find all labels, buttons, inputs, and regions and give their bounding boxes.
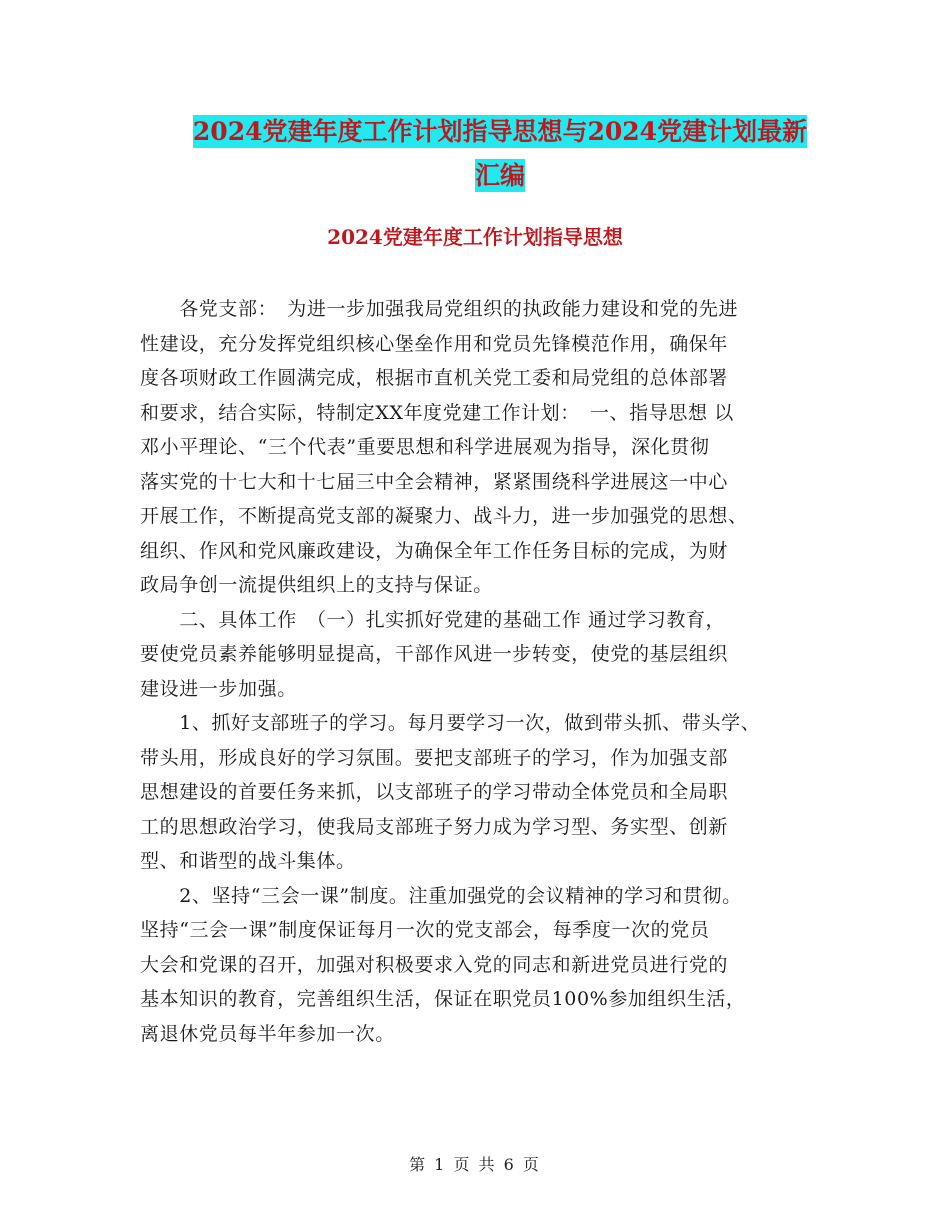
page-footer: 第 1 页 共 6 页: [409, 1155, 541, 1174]
paragraph-line: 型、和谐型的战斗集体。: [140, 850, 356, 872]
paragraph-line: 建设进一步加强。: [140, 677, 297, 700]
paragraph-line: 2、坚持“三会一课”制度。注重加强党的会议精神的学习和贯彻。: [140, 884, 742, 907]
paragraph-line: 政局争创一流提供组织上的支持与保证。: [140, 574, 493, 596]
paragraph-line: 组织、作风和党风廉政建设，为确保全年工作任务目标的完成，为财: [140, 539, 729, 562]
paragraph-line: 度各项财政工作圆满完成，根据市直机关党工委和局党组的总体部署: [140, 367, 729, 389]
body-paragraph: [140, 292, 822, 603]
paragraph-line: 开展工作，不断提高党支部的凝聚力、战斗力，进一步加强党的思想、: [140, 505, 748, 527]
paragraph-line: 思想建设的首要任务来抓，以支部班子的学习带动全体党员和全局职: [140, 781, 729, 803]
paragraph-line: 1、抓好支部班子的学习。每月要学习一次，做到带头抓、带头学、: [140, 712, 761, 734]
document-title-line-2: 汇编: [474, 161, 525, 190]
paragraph-line: 性建设，充分发挥党组织核心堡垒作用和党员先锋模范作用，确保年: [140, 332, 729, 355]
document-title: [140, 110, 860, 198]
paragraph-line: 落实党的十七大和十七届三中全会精神，紧紧围绕科学进展这一中心: [140, 470, 729, 493]
document-body: [140, 292, 822, 1051]
section-title: 2024党建年度工作计划指导思想: [327, 225, 623, 249]
body-paragraph: [140, 603, 822, 707]
paragraph-line: 大会和党课的召开，加强对积极要求入党的同志和新进党员进行党的: [140, 953, 729, 976]
paragraph-line: 带头用，形成良好的学习氛围。要把支部班子的学习，作为加强支部: [140, 746, 729, 769]
body-paragraph: [140, 706, 822, 879]
paragraph-line: 邓小平理论、“三个代表”重要思想和科学进展观为指导，深化贯彻: [140, 436, 710, 458]
paragraph-line: 和要求，结合实际，特制定XX年度党建工作计划： 一、指导思想 以: [140, 401, 734, 424]
paragraph-line: 离退休党员每半年参加一次。: [140, 1022, 395, 1045]
document-title-line-1: 2024党建年度工作计划指导思想与2024党建计划最新: [192, 117, 808, 146]
paragraph-line: 坚持“三会一课”制度保证每月一次的党支部会，每季度一次的党员: [140, 919, 710, 941]
paragraph-line: 各党支部： 为进一步加强我局党组织的执政能力建设和党的先进: [140, 298, 739, 320]
paragraph-line: 要使党员素养能够明显提高，干部作风进一步转变，使党的基层组织: [140, 643, 729, 665]
body-paragraph: [140, 879, 822, 1052]
paragraph-line: 二、具体工作 （一）扎实抓好党建的基础工作 通过学习教育，: [140, 608, 726, 631]
paragraph-line: 工的思想政治学习，使我局支部班子努力成为学习型、务实型、创新: [140, 815, 729, 838]
paragraph-line: 基本知识的教育，完善组织生活，保证在职党员100%参加组织生活，: [140, 988, 746, 1010]
